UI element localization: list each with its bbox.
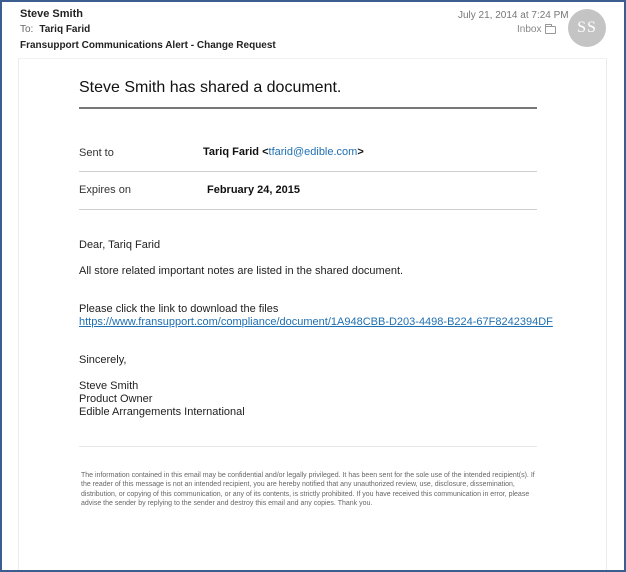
expires-label: Expires on bbox=[79, 184, 131, 196]
closing: Sincerely, bbox=[79, 354, 127, 366]
signature-title: Product Owner bbox=[79, 393, 153, 405]
signature-name: Steve Smith bbox=[79, 380, 139, 392]
email-subject: Fransupport Communications Alert - Change Request bbox=[20, 40, 276, 51]
sent-to-value bbox=[203, 146, 364, 158]
signature-company: Edible Arrangements International bbox=[79, 406, 245, 418]
notes-text: All store related important notes are listed in the shared document. bbox=[79, 265, 404, 277]
inbox-label: Inbox bbox=[517, 24, 542, 35]
headline-divider bbox=[79, 107, 537, 109]
disclaimer-divider bbox=[79, 446, 537, 447]
email-body bbox=[18, 58, 607, 570]
to-label: To: bbox=[20, 24, 34, 35]
download-prompt: Please click the link to download the files bbox=[79, 303, 279, 315]
recipient-name[interactable]: Tariq Farid bbox=[39, 24, 91, 35]
sent-to-close: > bbox=[357, 146, 364, 158]
inbox-folder[interactable] bbox=[517, 24, 556, 35]
sent-to-name: Tariq Farid < bbox=[203, 146, 269, 158]
recipient-line bbox=[20, 24, 90, 35]
sent-to-email-link[interactable]: tfarid@edible.com bbox=[268, 146, 358, 158]
folder-icon[interactable] bbox=[545, 26, 556, 34]
share-headline: Steve Smith has shared a document. bbox=[79, 79, 342, 96]
greeting: Dear, Tariq Farid bbox=[79, 239, 161, 251]
email-header bbox=[2, 2, 624, 58]
email-date: July 21, 2014 at 7:24 PM bbox=[458, 10, 569, 21]
sender-name[interactable]: Steve Smith bbox=[20, 8, 83, 20]
legal-disclaimer: The information contained in this email may be confidential and/or legally privileged. It has been sent for the sole use of the intended recipient(s). If the reader of this message is not an intended recipient, you are hereby notified that any unauthorized review, use, disclosure, dissemination, distribution, or copying of this communication, or any of its contents, is strictly prohibited. If you have received this communication in error, please advise the sender by replying to the sender and destroy this email and any copies. Thank you. bbox=[81, 472, 535, 508]
document-download-link[interactable]: https://www.fransupport.com/compliance/document/1A948CBB-D203-4498-B224-67F8242394DF bbox=[79, 316, 553, 328]
sent-to-label: Sent to bbox=[79, 147, 114, 159]
row-divider bbox=[79, 171, 537, 172]
expires-value: February 24, 2015 bbox=[207, 184, 300, 196]
avatar[interactable]: SS bbox=[568, 9, 606, 47]
row-divider bbox=[79, 209, 537, 210]
